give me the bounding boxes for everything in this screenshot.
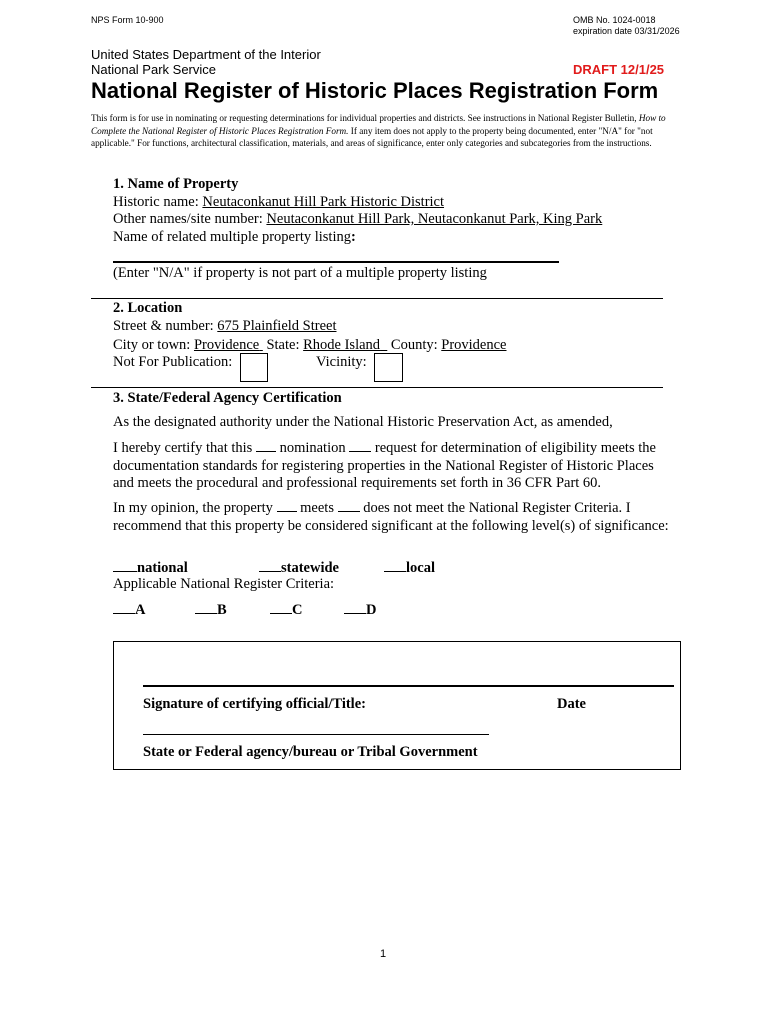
other-names-label: Other names/site number: xyxy=(113,211,267,227)
service-name: National Park Service xyxy=(91,62,216,77)
related-listing-field[interactable] xyxy=(113,261,559,263)
opinion-text-a: In my opinion, the property xyxy=(113,500,277,516)
local-blank[interactable] xyxy=(384,559,406,572)
cert-text-b: nomination xyxy=(275,440,350,456)
city-label: City or town: xyxy=(113,337,194,353)
historic-name-label: Historic name: xyxy=(113,194,203,210)
expiration-date: expiration date 03/31/2026 xyxy=(573,26,680,36)
state-value[interactable]: Rhode Island xyxy=(303,337,381,353)
historic-name-value[interactable]: Neutaconkanut Hill Park Historic District xyxy=(202,194,445,210)
level-local: local xyxy=(384,559,435,577)
intro-paragraph xyxy=(91,112,683,150)
criterion-b-blank[interactable] xyxy=(195,601,217,614)
vicinity-checkbox[interactable] xyxy=(374,353,403,382)
criterion-b: B xyxy=(195,601,227,619)
does-not-meet-blank[interactable] xyxy=(338,499,360,512)
county-value[interactable]: Providence xyxy=(441,337,507,353)
street-row xyxy=(113,318,337,335)
state-label: State: xyxy=(266,337,304,353)
nomination-blank[interactable] xyxy=(256,439,276,452)
signature-line[interactable] xyxy=(143,685,674,687)
intro-text-3: If any item does not apply to the property being documented, enter "N/A" for "not applicable." For functions, architectural classification, materials, and areas of significance, enter only categories and subcategories from the instructions. xyxy=(91,125,653,148)
criterion-d-blank[interactable] xyxy=(344,601,366,614)
county-label: County: xyxy=(390,337,442,353)
certification-paragraph xyxy=(113,439,673,493)
criterion-c-blank[interactable] xyxy=(270,601,292,614)
agency-label: State or Federal agency/bureau or Tribal Government xyxy=(143,744,478,760)
statewide-blank[interactable] xyxy=(259,559,281,572)
city-state-county-row xyxy=(113,337,507,354)
not-for-publication-label: Not For Publication: xyxy=(113,354,233,370)
cert-text-c: request for determination of eligibility meets the documentation standards for registering properties in the National Register of Historic Places and meets the procedural and professional requirements set forth in 36 CFR Part 60. xyxy=(113,440,656,491)
related-listing-label: Name of related multiple property listing xyxy=(113,229,351,245)
opinion-paragraph xyxy=(113,499,673,535)
form-number: NPS Form 10-900 xyxy=(91,15,164,25)
page-title: National Register of Historic Places Registration Form xyxy=(91,78,659,103)
not-for-publication-checkbox[interactable] xyxy=(240,353,268,382)
city-value[interactable]: Providence xyxy=(193,337,260,353)
divider xyxy=(91,387,663,388)
cert-text-a: I hereby certify that this xyxy=(113,440,256,456)
criterion-a-blank[interactable] xyxy=(113,601,135,614)
section-2-heading: 2. Location xyxy=(113,300,183,316)
criterion-a: A xyxy=(113,601,145,619)
other-names-value[interactable]: Neutaconkanut Hill Park, Neutaconkanut Park, King Park xyxy=(266,211,603,227)
street-value[interactable]: 675 Plainfield Street xyxy=(217,318,337,334)
historic-name-row xyxy=(113,194,444,211)
omb-number: OMB No. 1024-0018 xyxy=(573,15,656,25)
national-blank[interactable] xyxy=(113,559,137,572)
department-name: United States Department of the Interior xyxy=(91,47,321,62)
criterion-c: C xyxy=(270,601,302,619)
criterion-d: D xyxy=(344,601,376,619)
section-1-heading: 1. Name of Property xyxy=(113,176,239,192)
vicinity-label: Vicinity: xyxy=(316,354,367,370)
signature-label: Signature of certifying official/Title: xyxy=(143,696,366,712)
agency-line[interactable] xyxy=(143,734,489,735)
related-listing-colon: : xyxy=(350,229,356,245)
intro-text-1: This form is for use in nominating or requesting determinations for individual properties and districts. See instructions in National Register Bulletin, xyxy=(91,113,639,123)
divider xyxy=(91,298,663,299)
criteria-label: Applicable National Register Criteria: xyxy=(113,576,335,592)
intro-bulletin-title: How to Complete the National Register of Historic Places Registration Form. xyxy=(91,113,666,136)
na-note: (Enter "N/A" if property is not part of a multiple property listing xyxy=(113,265,487,281)
level-statewide: statewide xyxy=(259,559,339,577)
level-national: national xyxy=(113,559,188,577)
draft-stamp: DRAFT 12/1/25 xyxy=(573,62,665,77)
page-number: 1 xyxy=(380,948,387,960)
street-label: Street & number: xyxy=(113,318,218,334)
opinion-text-c: does not meet the National Register Criteria. I recommend that this property be considered significant at the following level(s) of significance: xyxy=(113,500,669,534)
authority-statement: As the designated authority under the National Historic Preservation Act, as amended, xyxy=(113,414,613,430)
opinion-text-b: meets xyxy=(296,500,338,516)
date-label: Date xyxy=(557,696,586,712)
meets-blank[interactable] xyxy=(277,499,297,512)
other-names-row xyxy=(113,211,602,228)
related-listing-row xyxy=(113,229,356,246)
request-blank[interactable] xyxy=(349,439,371,452)
section-3-heading: 3. State/Federal Agency Certification xyxy=(113,390,342,406)
